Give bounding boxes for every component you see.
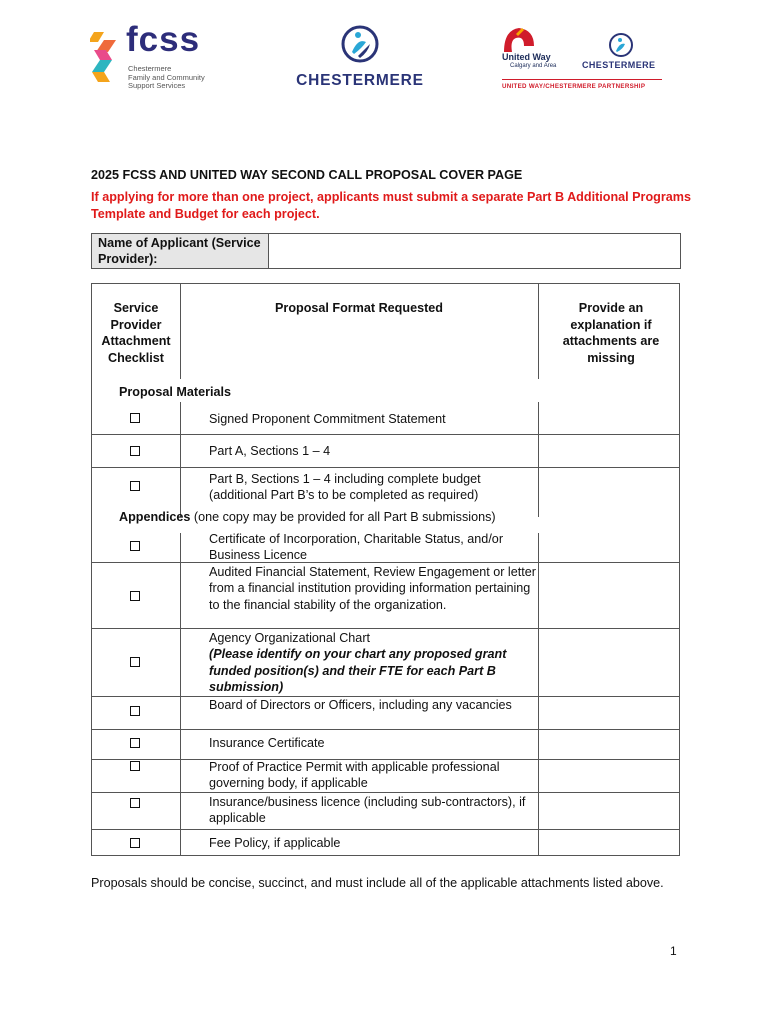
footer-note: Proposals should be concise, succinct, and must include all of the applicable attachments listed above. xyxy=(91,876,664,890)
item-board: Board of Directors or Officers, including any vacancies xyxy=(209,698,512,712)
united-way-hand-icon xyxy=(502,24,536,54)
checkbox-financial[interactable] xyxy=(130,591,140,601)
col-header-explanation: Provide an explanation if attachments are missing xyxy=(562,301,660,365)
appendices-note: (one copy may be provided for all Part B submissions) xyxy=(190,510,496,524)
checkbox-practice-permit[interactable] xyxy=(130,761,140,771)
chestermere-wordmark: CHESTERMERE xyxy=(296,72,424,89)
org-chart-note: (Please identify on your chart any proposed grant funded position(s) and their FTE for each Part B submission) xyxy=(209,647,507,695)
item-part-a: Part A, Sections 1 – 4 xyxy=(209,444,331,458)
partnership-text: UNITED WAY/CHESTERMERE PARTNERSHIP xyxy=(502,83,646,90)
uw-chestermere-wordmark: CHESTERMERE xyxy=(582,60,656,70)
appendices-label: Appendices xyxy=(119,510,191,524)
page-title: 2025 FCSS AND UNITED WAY SECOND CALL PROPOSAL COVER PAGE xyxy=(91,168,523,182)
chestermere-logo xyxy=(292,22,428,92)
item-financial: Audited Financial Statement, Review Engagement or letter from a financial institution providing information pertaining to the financial stability of the organization. xyxy=(209,565,536,612)
checkbox-commitment[interactable] xyxy=(130,413,140,423)
item-incorporation: Certificate of Incorporation, Charitable Status, and/or Business Licence xyxy=(209,532,504,563)
item-insurance: Insurance Certificate xyxy=(209,736,325,750)
item-practice-permit: Proof of Practice Permit with applicable professional governing body, if applicable xyxy=(209,760,500,791)
warning-note: If applying for more than one project, applicants must submit a separate Part B Additional Programs Template and Budget for each project. xyxy=(91,190,691,221)
checkbox-part-b[interactable] xyxy=(130,481,140,491)
united-way-subtitle: Calgary and Area xyxy=(510,63,557,69)
checkbox-business-licence[interactable] xyxy=(130,798,140,808)
item-fee-policy: Fee Policy, if applicable xyxy=(209,836,341,850)
checkbox-board[interactable] xyxy=(130,706,140,716)
checkbox-insurance[interactable] xyxy=(130,738,140,748)
col-header-checklist: Service Provider Attachment Checklist xyxy=(101,301,171,365)
item-business-licence: Insurance/business licence (including sub-contractors), if applicable xyxy=(209,795,526,826)
fcss-chevron-icon xyxy=(90,30,130,90)
partnership-divider xyxy=(502,79,662,80)
page-number: 1 xyxy=(670,944,677,958)
applicant-name-field[interactable] xyxy=(270,234,680,268)
col-header-format: Proposal Format Requested xyxy=(275,301,443,315)
section-proposal-materials: Proposal Materials xyxy=(119,385,231,399)
section-appendices xyxy=(119,509,496,525)
item-org-chart xyxy=(209,630,539,696)
applicant-label: Name of Applicant (Service Provider): xyxy=(92,234,269,268)
applicant-table xyxy=(91,233,681,269)
checkbox-part-a[interactable] xyxy=(130,446,140,456)
item-part-b: Part B, Sections 1 – 4 including complete budget (additional Part B’s to be completed as required) xyxy=(209,472,481,503)
checklist-table xyxy=(91,283,680,856)
chestermere-emblem-icon xyxy=(340,22,380,66)
item-commitment: Signed Proponent Commitment Statement xyxy=(209,412,446,426)
checkbox-fee-policy[interactable] xyxy=(130,838,140,848)
fcss-tagline: Chestermere Family and Community Support Services xyxy=(128,64,205,91)
checkbox-incorporation[interactable] xyxy=(130,541,140,551)
chestermere-emblem-small-icon xyxy=(608,32,634,58)
org-chart-label: Agency Organizational Chart xyxy=(209,631,371,645)
checkbox-org-chart[interactable] xyxy=(130,657,140,667)
united-way-name: United Way xyxy=(502,52,551,62)
fcss-wordmark: fcss xyxy=(126,20,201,59)
fcss-logo xyxy=(90,20,220,96)
united-way-partnership-logo xyxy=(500,22,670,96)
